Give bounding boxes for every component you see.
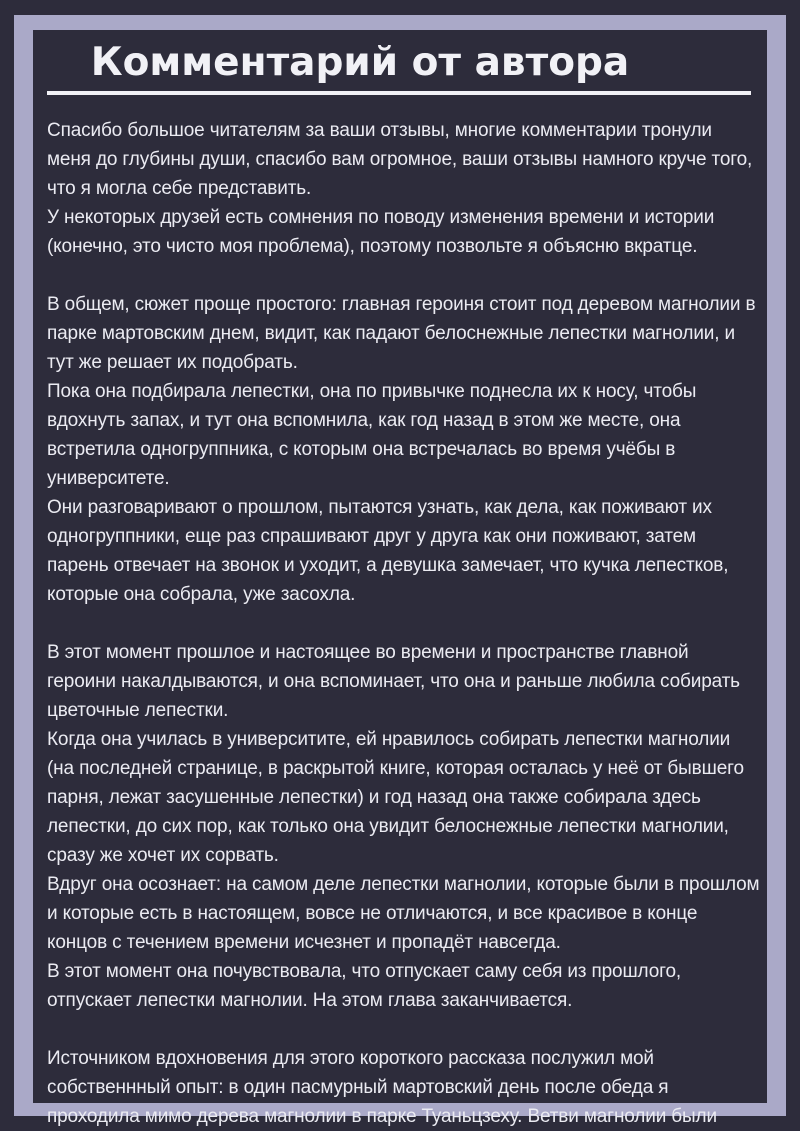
paragraph-plot-summary: В общем, сюжет проще простого: главная героиня стоит под деревом магнолии в парке мартовским днем, видит, как падают белоснежные лепестки магнолии, и тут же решает их подобрать. xyxy=(47,294,756,373)
paragraph-doubts: У некоторых друзей есть сомнения по поводу изменения времени и истории (конечно, это чисто моя проблема), поэтому позвольте я объясню вкратце. xyxy=(47,207,715,257)
paragraph-past-present: В этот момент прошлое и настоящее во времени и пространстве главной героини накалдываются, и она вспоминает, что она и раньше любила собирать цветочные лепестки. xyxy=(47,642,740,721)
paragraph-conversation: Они разговаривают о прошлом, пытаются узнать, как дела, как поживают их одногруппники, еще раз спрашивают друг у друга как они поживают, затем парень отвечает на звонок и уходит, а девушка замечает, что кучка лепестков, которые она собрала, уже засохла. xyxy=(47,497,729,605)
paragraph-ending: В этот момент она почувствовала, что отпускает саму себя из прошлого, отпускает лепестки магнолии. На этом глава заканчивается. xyxy=(47,961,682,1011)
paragraph-thanks: Спасибо большое читателям за ваши отзывы, многие комментарии тронули меня до глубины души, спасибо вам огромное, ваши отзывы намного круче того, что я могла себе представить. xyxy=(47,120,753,199)
author-comment-body xyxy=(47,116,760,1131)
paragraph-realization: Вдруг она осознает: на самом деле лепестки магнолии, которые были в прошлом и которые есть в настоящем, вовсе не отличаются, и все красивое в конце концов с течением времени исчезнет и пропадёт навсегда. xyxy=(47,874,760,953)
paragraph-university: Когда она училась в университите, ей нравилось собирать лепестки магнолии (на последней странице, в раскрытой книге, которая осталась у неё от бывшего парня, лежат засушенные лепестки) и год назад она также собирала здесь лепестки, до сих пор, как только она увидит белоснежные лепестки магнолии, сразу же хочет их сорвать. xyxy=(47,729,744,866)
paragraph-memory: Пока она подбирала лепестки, она по привычке поднесла их к носу, чтобы вдохнуть запах, и тут она вспомнила, как год назад в этом же месте, она встретила одногруппника, с которым она встречалась во время учёбы в университете. xyxy=(47,381,697,489)
title-underline xyxy=(47,91,751,95)
page-title: Комментарий от автора xyxy=(90,40,630,85)
paragraph-inspiration: Источником вдохновения для этого короткого рассказа послужил мой собственнный опыт: в один пасмурный мартовский день после обеда я проходила мимо дерева магнолии в парке Туаньцзеху. Ветви магнолии были xyxy=(47,1048,717,1127)
